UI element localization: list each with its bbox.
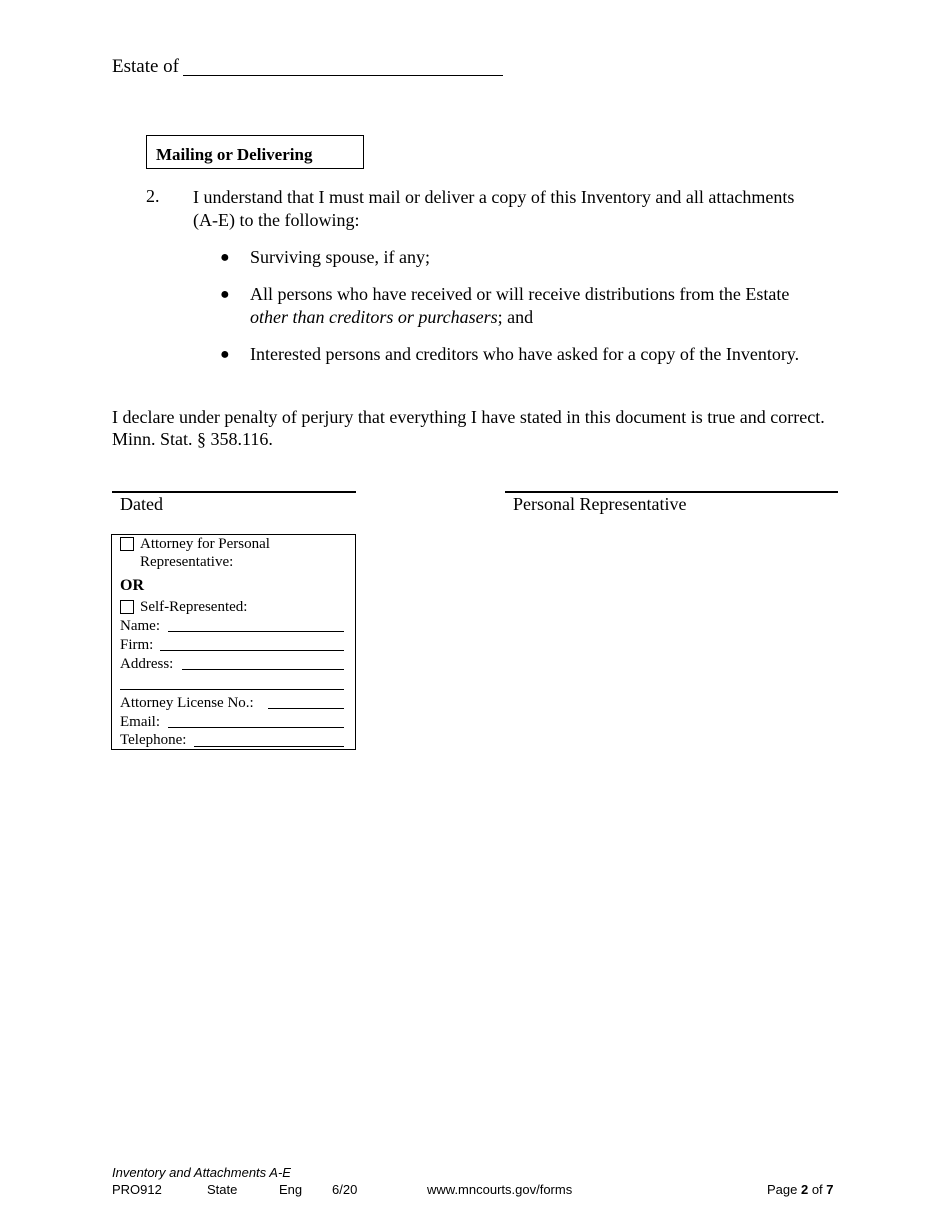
telephone-label: Telephone:: [120, 732, 187, 748]
bullet-icon: ●: [220, 286, 230, 303]
page-total: 7: [826, 1182, 834, 1197]
page-of: of: [808, 1182, 827, 1197]
estate-label: Estate of: [112, 56, 180, 77]
bullet-icon: ●: [220, 249, 230, 266]
page-prefix: Page: [767, 1182, 801, 1197]
bullet-item-distributions: [250, 283, 820, 329]
name-field[interactable]: [168, 631, 344, 632]
attorney-label-line2: Representative:: [140, 554, 234, 570]
page-current: 2: [800, 1182, 809, 1197]
firm-field[interactable]: [160, 650, 344, 651]
address-field[interactable]: [182, 669, 344, 670]
footer-form-title: Inventory and Attachments A-E: [112, 1165, 291, 1180]
bullet-item-distributions-suffix: ; and: [497, 307, 534, 327]
bullet-item-interested-persons: Interested persons and creditors who have asked for a copy of the Inventory.: [250, 344, 800, 364]
dated-signature-line[interactable]: [112, 491, 356, 493]
bullet-icon: ●: [220, 346, 230, 363]
footer-language: Eng: [279, 1182, 303, 1197]
estate-name-field[interactable]: [183, 75, 503, 76]
license-label: Attorney License No.:: [120, 695, 254, 711]
dated-label: Dated: [120, 494, 163, 514]
attorney-info-box: [111, 534, 356, 750]
license-field[interactable]: [268, 708, 344, 709]
item-text: I understand that I must mail or deliver a copy of this Inventory and all attachments (A-E) to the following:: [193, 187, 795, 230]
telephone-field[interactable]: [194, 746, 344, 747]
self-represented-checkbox[interactable]: [120, 600, 134, 614]
footer-url: www.mncourts.gov/forms: [427, 1182, 573, 1197]
footer-form-number: PRO912: [112, 1182, 162, 1197]
footer-state: State: [207, 1182, 238, 1197]
bullet-item-spouse: Surviving spouse, if any;: [250, 247, 430, 267]
attorney-checkbox[interactable]: [120, 537, 134, 551]
address-field-line2[interactable]: [120, 689, 344, 690]
attorney-label-line1: Attorney for Personal: [140, 536, 270, 552]
firm-label: Firm:: [120, 637, 154, 653]
self-represented-label: Self-Represented:: [140, 599, 248, 615]
bullet-item-distributions-text: All persons who have received or will receive distributions from the Estate: [250, 284, 790, 304]
email-field[interactable]: [168, 727, 344, 728]
name-label: Name:: [120, 618, 160, 634]
bullet-item-distributions-emphasis: other than creditors or purchasers: [250, 307, 498, 327]
email-label: Email:: [120, 714, 160, 730]
section-heading: Mailing or Delivering: [146, 135, 364, 169]
footer-revision-date: 6/20: [332, 1182, 358, 1197]
or-label: OR: [120, 577, 144, 594]
personal-representative-label: Personal Representative: [513, 494, 687, 514]
declaration-text: I declare under penalty of perjury that everything I have stated in this document is true and correct. Minn. Stat. § 358.116.: [112, 407, 825, 449]
footer-page-number: [767, 1182, 834, 1197]
address-label: Address:: [120, 656, 174, 672]
personal-representative-signature-line[interactable]: [505, 491, 838, 493]
item-number: 2.: [146, 186, 160, 206]
